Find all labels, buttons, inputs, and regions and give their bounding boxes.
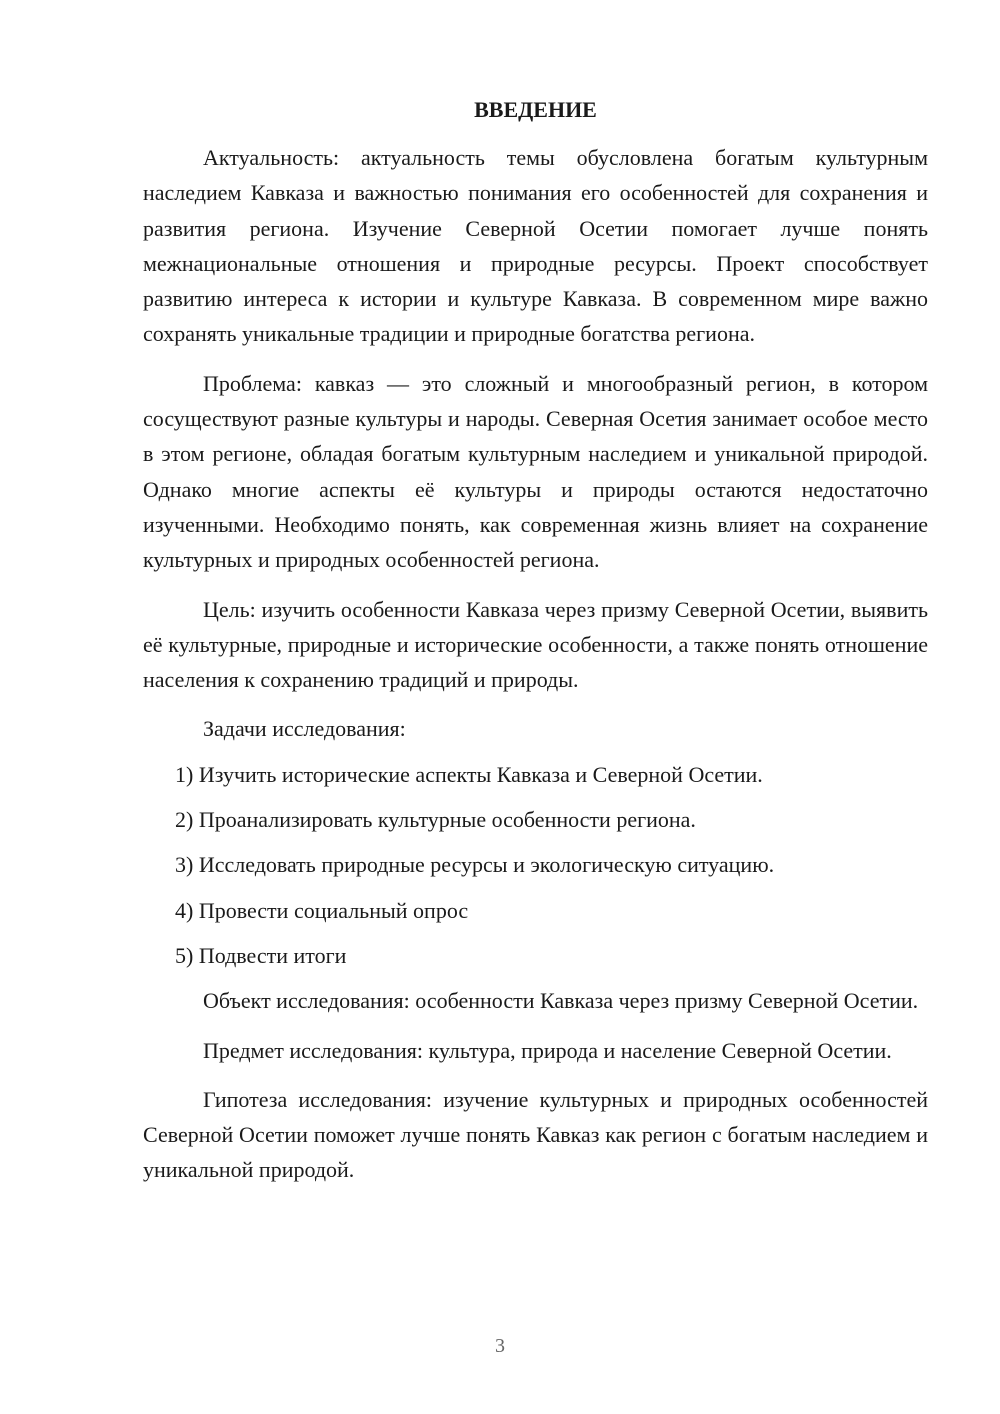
object-paragraph: Объект исследования: особенности Кавказа через призму Северной Осетии. [203, 988, 919, 1014]
task-item: 1) Изучить исторические аспекты Кавказа и Северной Осетии. [175, 761, 763, 787]
task-item: 5) Подвести итоги [175, 942, 347, 968]
relevance-paragraph: Актуальность: актуальность темы обусловлена богатым культурным наследием Кавказа и важностью понимания его особенностей для сохранения и развития региона. Изучение Северной Осетии помогает лучше понять межнациональные отношения и природные ресурсы. Проект способствует развитию интереса к истории и культуре Кавказа. В современном мире важно сохранять уникальные традиции и природные богатства региона. [143, 145, 928, 347]
page-number: 3 [495, 1335, 505, 1357]
tasks-list [143, 757, 928, 973]
problem-paragraph: Проблема: кавказ — это сложный и многообразный регион, в котором сосуществуют разные культуры и народы. Северная Осетия занимает особое место в этом регионе, обладая богатым культурным наследием и уникальной природой. Однако многие аспекты её культуры и природы остаются недостаточно изученными. Необходимо понять, как современная жизнь влияет на сохранение культурных и природных особенностей региона. [143, 370, 928, 573]
subject-paragraph: Предмет исследования: культура, природа и население Северной Осетии. [203, 1037, 892, 1063]
goal-paragraph: Цель: изучить особенности Кавказа через призму Северной Осетии, выявить её культурные, природные и исторические особенности, а также понять отношение населения к сохранению традиций и природы. [143, 596, 928, 693]
task-item: 2) Проанализировать культурные особенности региона. [175, 807, 696, 833]
page-title: ВВЕДЕНИЕ [474, 97, 597, 122]
hypothesis-paragraph: Гипотеза исследования: изучение культурных и природных особенностей Северной Осетии поможет лучше понять Кавказ как регион с богатым наследием и уникальной природой. [143, 1086, 928, 1183]
task-item: 4) Провести социальный опрос [175, 897, 469, 923]
task-item: 3) Исследовать природные ресурсы и экологическую ситуацию. [175, 852, 775, 878]
tasks-heading: Задачи исследования: [203, 716, 406, 742]
document-page [143, 92, 928, 1202]
